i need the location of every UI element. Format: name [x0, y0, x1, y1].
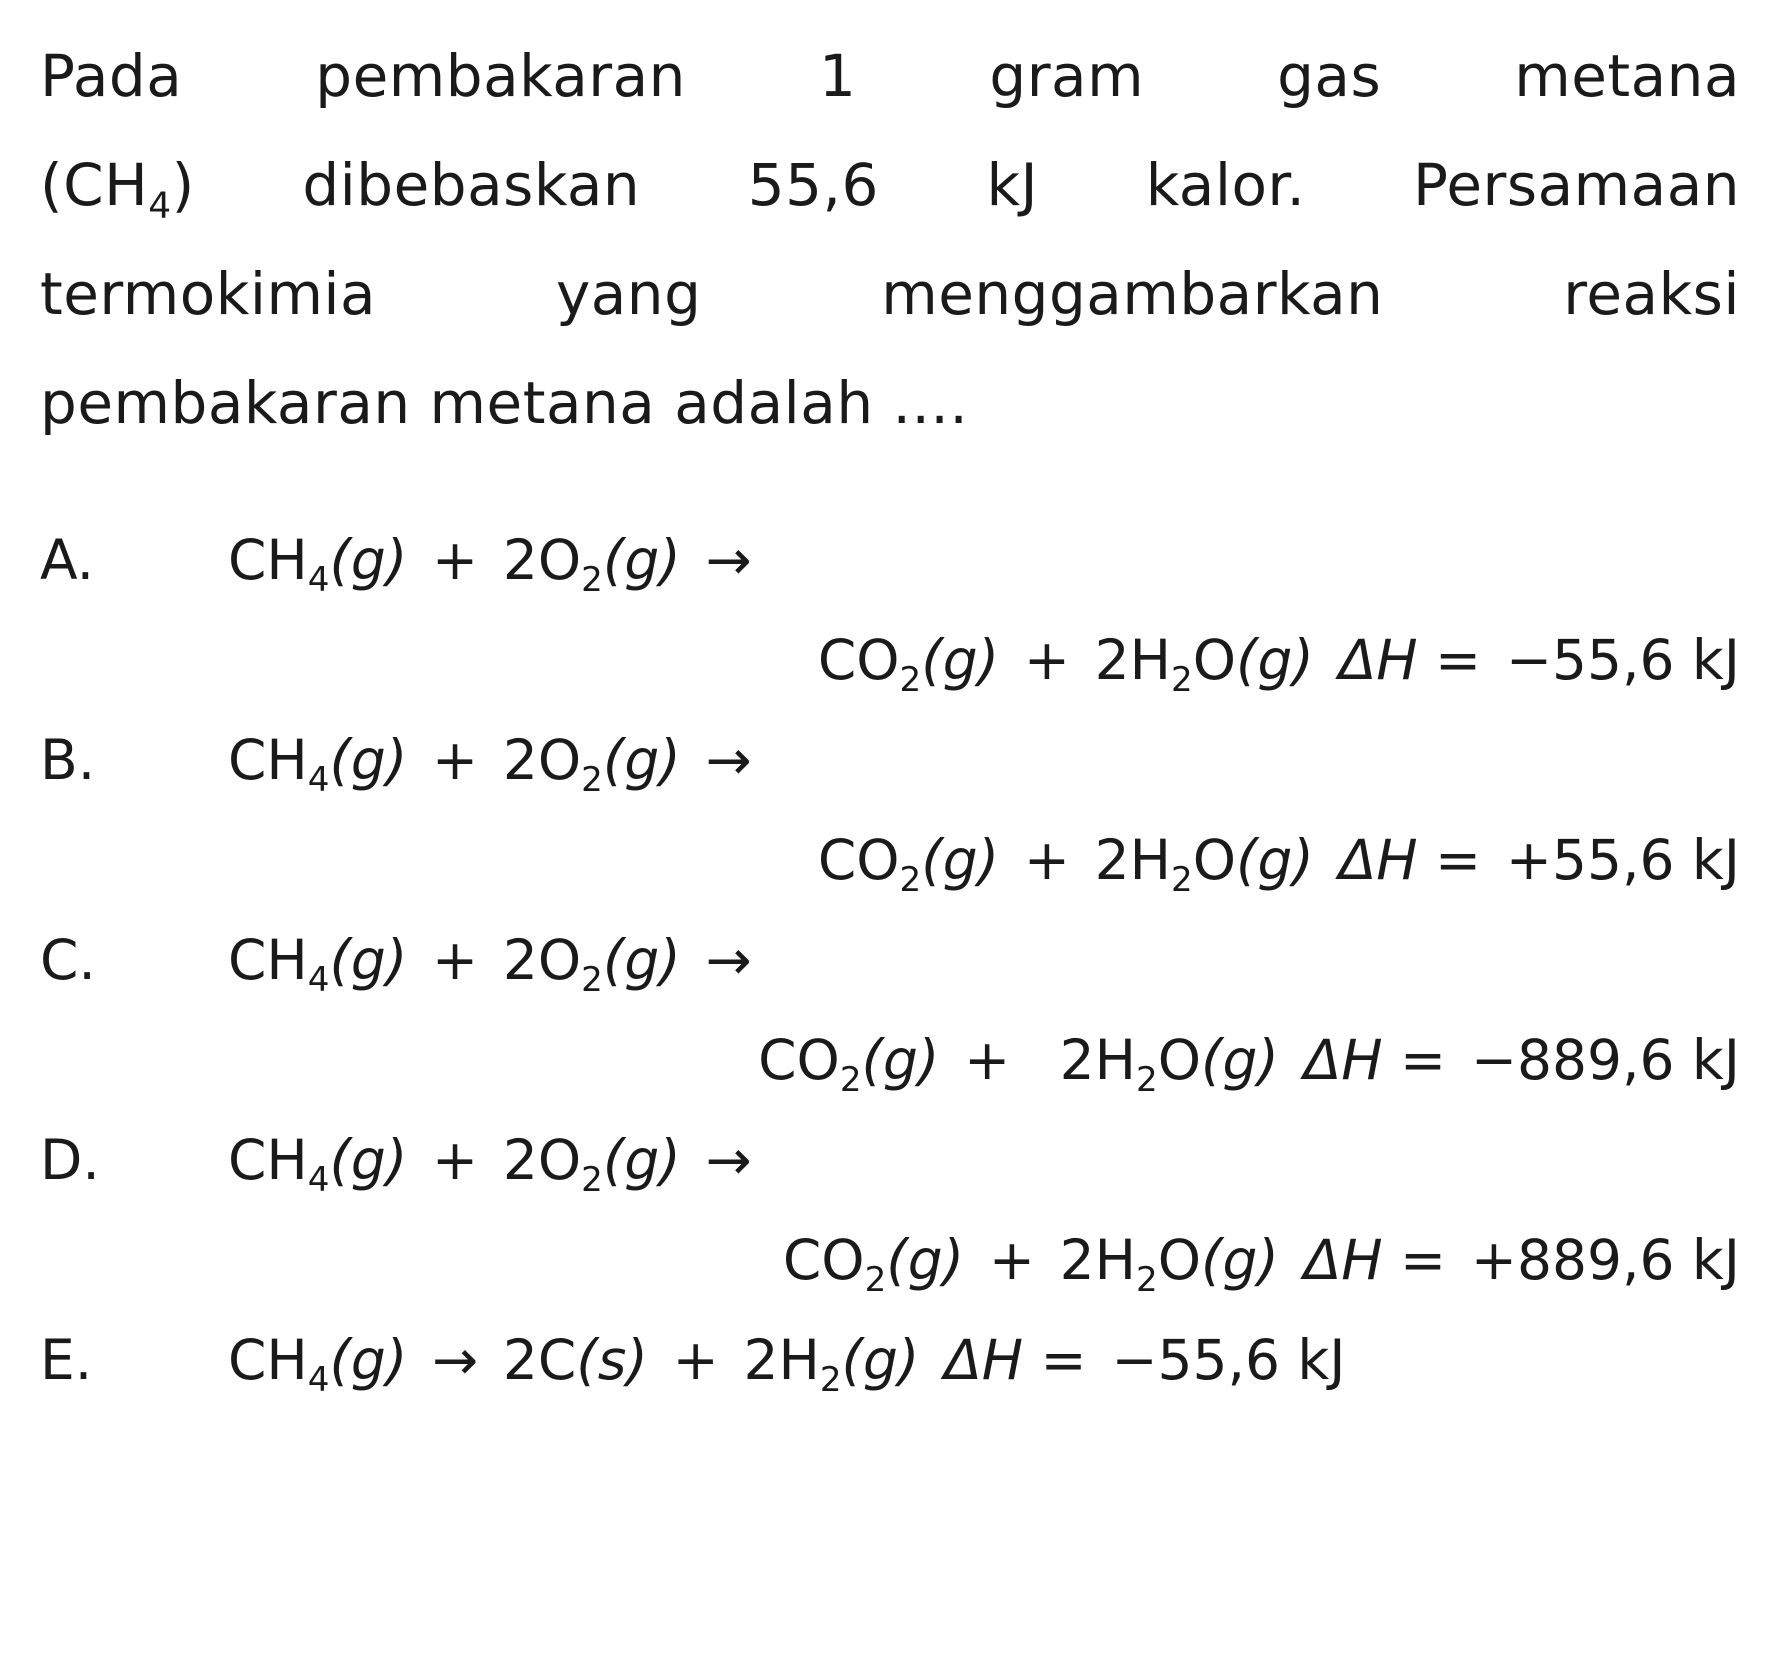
plus-sign: + — [1023, 828, 1070, 892]
option-letter: A. — [40, 528, 95, 592]
formula-text: 2H — [1059, 1228, 1137, 1292]
reaction-arrow-icon: → — [705, 1128, 752, 1192]
formula-text: 2H — [1059, 1028, 1137, 1092]
state-label: (g) — [1236, 828, 1314, 892]
formula-text: 2O — [502, 928, 582, 992]
subscript: 2 — [839, 1059, 862, 1100]
equation-reactants — [228, 910, 752, 1010]
plus-sign: + — [988, 1228, 1035, 1292]
enthalpy-label: ΔH = — [1303, 1228, 1447, 1292]
option-c-reactants[interactable] — [40, 910, 1740, 1010]
formula-text: CH — [228, 528, 308, 592]
option-letter: C. — [40, 928, 96, 992]
equation-products — [783, 1210, 1740, 1310]
plus-sign: + — [432, 928, 479, 992]
formula-text: 2H — [1094, 828, 1172, 892]
option-letter: E. — [40, 1328, 93, 1392]
equation-products — [818, 810, 1740, 910]
question-text-fragment: (CH — [40, 151, 149, 219]
plus-sign: + — [672, 1328, 719, 1392]
formula-text: 2H — [743, 1328, 820, 1392]
state-label: (g) — [602, 1128, 681, 1192]
state-label: (g) — [921, 828, 1000, 892]
equation-reactants — [228, 710, 752, 810]
enthalpy-label: ΔH = — [1303, 1028, 1447, 1092]
question-text-fragment: ) dibebaskan 55,6 kJ kalor. Persamaan — [171, 151, 1740, 219]
state-label: (g) — [1201, 1228, 1279, 1292]
option-d-products[interactable] — [40, 1210, 1740, 1310]
reaction-arrow-icon: → — [705, 528, 752, 592]
equation-reactants — [228, 1110, 752, 1210]
enthalpy-value: −55,6 kJ — [1505, 628, 1740, 692]
formula-text: 2O — [502, 1128, 582, 1192]
subscript: 4 — [307, 759, 330, 800]
option-a-products[interactable] — [40, 610, 1740, 710]
formula-text: 2O — [502, 728, 582, 792]
subscript: 4 — [307, 1159, 330, 1200]
option-letter: D. — [40, 1128, 100, 1192]
formula-text: O — [1157, 1228, 1202, 1292]
subscript: 2 — [1136, 1259, 1158, 1300]
reaction-arrow-icon: → — [432, 1328, 479, 1392]
option-a-reactants[interactable] — [40, 510, 1740, 610]
state-label: (s) — [576, 1328, 648, 1392]
formula-text: CH — [228, 1128, 308, 1192]
state-label: (g) — [602, 728, 681, 792]
subscript: 2 — [864, 1259, 887, 1300]
enthalpy-value: +889,6 kJ — [1470, 1228, 1740, 1292]
formula-text: CO — [817, 628, 900, 692]
state-label: (g) — [861, 1028, 940, 1092]
option-letter: B. — [40, 728, 96, 792]
formula-text: CO — [758, 1028, 840, 1092]
formula-text: 2O — [502, 528, 582, 592]
formula-text: CO — [782, 1228, 865, 1292]
reaction-arrow-icon: → — [705, 728, 752, 792]
subscript: 2 — [819, 1359, 842, 1400]
enthalpy-value: −55,6 kJ — [1111, 1328, 1346, 1392]
state-label: (g) — [329, 1128, 408, 1192]
plus-sign: + — [432, 1128, 479, 1192]
option-b-products[interactable] — [40, 810, 1740, 910]
state-label: (g) — [921, 628, 1000, 692]
state-label: (g) — [602, 928, 681, 992]
state-label: (g) — [886, 1228, 965, 1292]
enthalpy-label: ΔH = — [1338, 628, 1482, 692]
formula-text: CH — [228, 1328, 308, 1392]
state-label: (g) — [841, 1328, 920, 1392]
subscript: 2 — [1171, 659, 1193, 700]
option-d-reactants[interactable] — [40, 1110, 1740, 1210]
reaction-arrow-icon: → — [705, 928, 752, 992]
state-label: (g) — [1201, 1028, 1279, 1092]
formula-text: O — [1157, 1028, 1202, 1092]
option-e[interactable] — [40, 1310, 1740, 1410]
enthalpy-label: ΔH = — [1338, 828, 1482, 892]
plus-sign: + — [1023, 628, 1070, 692]
subscript: 4 — [307, 959, 330, 1000]
subscript: 2 — [581, 759, 603, 800]
formula-text: CH — [228, 928, 308, 992]
subscript: 4 — [307, 559, 330, 600]
formula-text: 2H — [1094, 628, 1172, 692]
formula-text: CO — [817, 828, 900, 892]
subscript: 2 — [581, 1159, 603, 1200]
subscript: 2 — [1136, 1059, 1158, 1100]
subscript: 2 — [1171, 859, 1193, 900]
plus-sign: + — [432, 528, 479, 592]
state-label: (g) — [329, 1328, 408, 1392]
subscript: 2 — [899, 859, 922, 900]
question-line-1: Pada pembakaran 1 gram gas metana — [40, 42, 1740, 110]
state-label: (g) — [329, 728, 408, 792]
state-label: (g) — [329, 528, 408, 592]
subscript: 2 — [581, 959, 603, 1000]
plus-sign: + — [964, 1028, 1011, 1092]
option-c-products[interactable] — [40, 1010, 1740, 1110]
formula-text: O — [1192, 628, 1236, 692]
formula-text: O — [1192, 828, 1236, 892]
question-text — [40, 22, 1740, 458]
equation-products — [758, 1010, 1740, 1110]
formula-text: 2C — [502, 1328, 577, 1392]
question-line-3: termokimia yang menggambarkan reaksi — [40, 260, 1740, 328]
enthalpy-label: ΔH = — [944, 1328, 1087, 1392]
subscript: 4 — [307, 1359, 330, 1400]
equation-products — [818, 610, 1740, 710]
option-b-reactants[interactable] — [40, 710, 1740, 810]
question-line-4: pembakaran metana adalah .... — [40, 369, 969, 437]
state-label: (g) — [329, 928, 408, 992]
state-label: (g) — [602, 528, 681, 592]
enthalpy-value: +55,6 kJ — [1505, 828, 1740, 892]
subscript: 2 — [581, 559, 603, 600]
equation-full — [228, 1310, 1346, 1410]
formula-text: CH — [228, 728, 308, 792]
state-label: (g) — [1236, 628, 1314, 692]
answer-options — [40, 510, 1740, 1410]
plus-sign: + — [432, 728, 479, 792]
equation-reactants — [228, 510, 752, 610]
subscript: 2 — [899, 659, 922, 700]
enthalpy-value: −889,6 kJ — [1470, 1028, 1740, 1092]
subscript: 4 — [148, 185, 172, 227]
question-line-2 — [40, 131, 1740, 240]
